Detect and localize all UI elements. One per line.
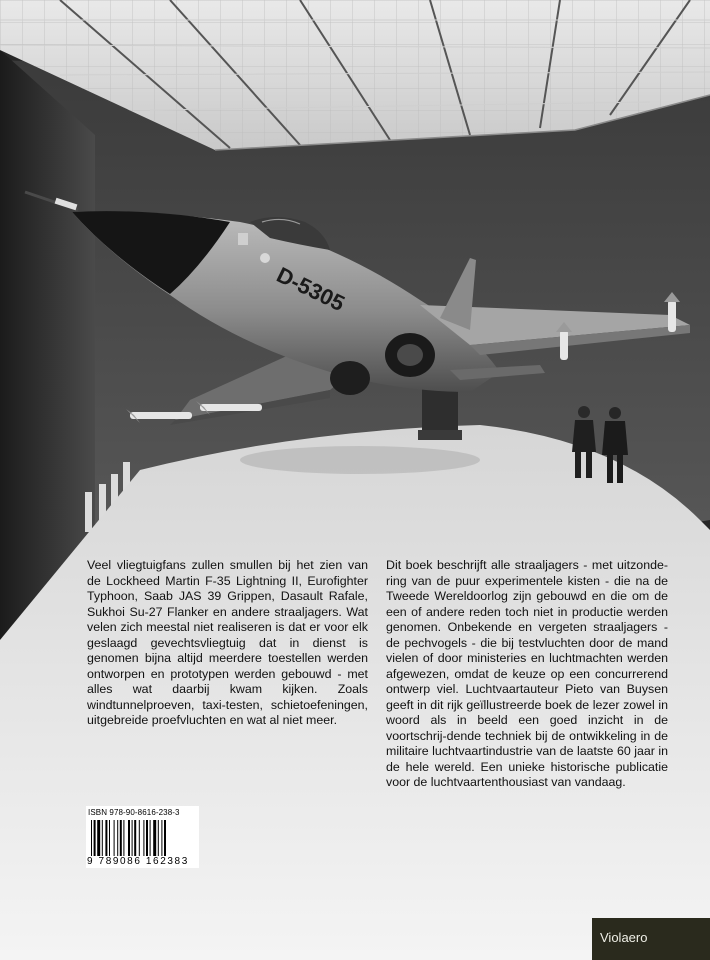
publisher-logo (592, 918, 710, 960)
isbn-label: ISBN 978-90-8616-238-3 (88, 808, 180, 817)
barcode-bars (89, 820, 196, 856)
publisher-name: Violaero (600, 930, 648, 945)
isbn-barcode-box (86, 806, 199, 868)
blurb-left-column: Veel vliegtuigfans zullen smullen bij het zien van de Lockheed Martin F-35 Lightning II, Eurofighter Typhoon, Saab JAS 39 Grippen, Dasault Rafale, Sukhoi Su-27 Flanker en andere straaljagers. Wat velen zich meestal niet realiseren is dat er voor elk geslaagd gevechtsvliegtuig dat in dienst is genomen bijna altijd meerdere toestellen werden ontworpen en prototypen werden gebouwd - met alles wat daarbij kwam kijken. Zoals windtunnelproeven, taxi-testen, schietoefeningen, uitgebreide proefvluchten en wat al niet meer. (87, 558, 368, 727)
blurb-right-column: Dit boek beschrijft alle straaljagers - met uitzonde-ring van de puur experimentele kisten - die na de Tweede Wereldoorlog zijn gebouwd en die om de een of andere reden toch niet in productie werden genomen. Onbekende en vergeten straaljagers - de pechvogels - die bij testvluchten door de mand vielen of door ministeries en luchtmachten werden afgewezen, omdat de keuze op een concurrerend ontwerp viel. Luchtvaartauteur Pieto van Buysen geeft in dit rijk geïllustreerde boek de lezer zowel in woord als in beeld een goed inzicht in de voortschrij-dende techniek bij de ontwikkeling in de militaire luchtvaartindustrie van de laatste 60 jaar in de hele wereld. Een unieke historische publicatie voor de luchtvaartenthousiast van vandaag. (386, 558, 668, 789)
isbn-digits: 9 789086 162383 (87, 856, 189, 867)
aircraft-registration: D-5305 (272, 262, 349, 317)
